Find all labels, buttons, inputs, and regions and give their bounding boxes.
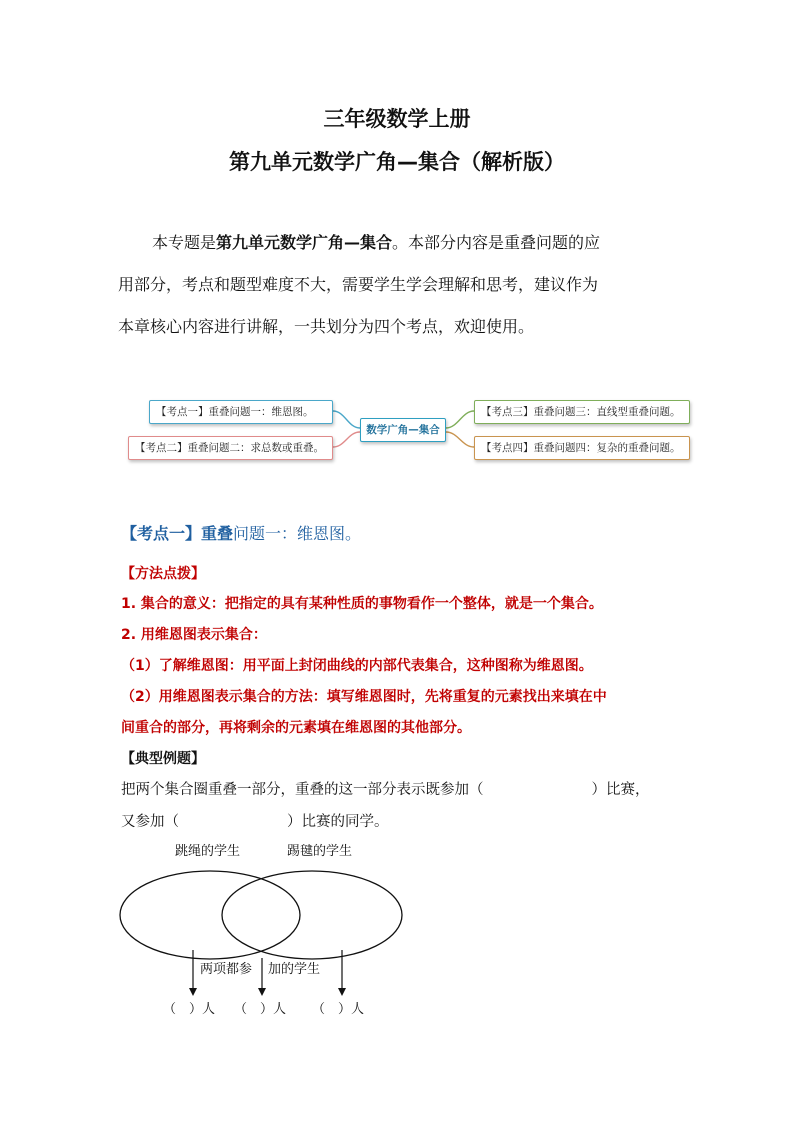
intro-paragraph	[118, 222, 678, 348]
intro-line3: 本章核心内容进行讲解，一共划分为四个考点，欢迎使用。	[118, 317, 535, 336]
question-text: 把两个集合圈重叠一部分，重叠的这一部分表示既参加（	[121, 782, 484, 798]
method-item-4a: （2）用维恩图表示集合的方法：填写维恩图时，先将重复的元素找出来填在中	[121, 689, 607, 705]
venn-blank-right[interactable]: （ ）人	[312, 1002, 365, 1017]
intro-text: 本专题是	[152, 233, 217, 252]
method-item-2: 2. 用维恩图表示集合：	[121, 627, 267, 643]
mindmap-kp4: 【考点四】重叠问题四：复杂的重叠问题。	[474, 436, 690, 460]
venn-both-label-a: 两项都参	[200, 962, 253, 977]
title-line1: 三年级数学上册	[323, 107, 471, 131]
heading-part: 问题一：维恩图。	[233, 524, 362, 543]
heading-part: 【考点一】	[121, 524, 202, 543]
venn-circle-left	[120, 871, 300, 959]
question-line1	[121, 778, 650, 799]
method-title: 【方法点拨】	[121, 566, 205, 582]
venn-both-label-b: 加的学生	[268, 962, 321, 977]
question-text: ）比赛，	[591, 782, 650, 798]
venn-label-right: 踢毽的学生	[287, 844, 353, 859]
intro-bold-text: 第九单元数学广角—集合	[216, 233, 393, 252]
arrow-middle	[258, 958, 266, 996]
intro-line1	[118, 222, 678, 264]
question-line2	[121, 810, 389, 831]
venn-label-left: 跳绳的学生	[175, 844, 241, 859]
arrow-left	[189, 950, 197, 996]
intro-text: 。本部分内容是重叠问题的应	[392, 233, 601, 252]
venn-blank-left[interactable]: （ ）人	[163, 1002, 216, 1017]
method-item-3: （1）了解维恩图：用平面上封闭曲线的内部代表集合，这种图称为维恩图。	[121, 658, 593, 674]
mindmap-kp2: 【考点二】重叠问题二：求总数或重叠。	[128, 436, 333, 460]
section-heading	[121, 521, 361, 544]
venn-blank-middle[interactable]: （ ）人	[234, 1002, 287, 1017]
question-text: 又参加（	[121, 814, 179, 830]
heading-part: 重叠	[201, 524, 234, 543]
intro-line2: 用部分，考点和题型难度不大，需要学生学会理解和思考，建议作为	[118, 275, 599, 294]
title-line2: 第九单元数学广角—集合（解析版）	[229, 150, 565, 174]
mindmap-kp3: 【考点三】重叠问题三：直线型重叠问题。	[474, 400, 690, 424]
mindmap-kp1: 【考点一】重叠问题一：维恩图。	[149, 400, 333, 424]
mindmap-center: 数学广角—集合	[360, 418, 446, 442]
question-text: ）比赛的同学。	[287, 814, 389, 830]
method-item-4b: 间重合的部分，再将剩余的元素填在维恩图的其他部分。	[121, 720, 471, 736]
example-title: 【典型例题】	[121, 751, 205, 767]
method-item-1: 1. 集合的意义：把指定的具有某种性质的事物看作一个整体，就是一个集合。	[121, 596, 603, 612]
venn-circle-right	[222, 871, 402, 959]
